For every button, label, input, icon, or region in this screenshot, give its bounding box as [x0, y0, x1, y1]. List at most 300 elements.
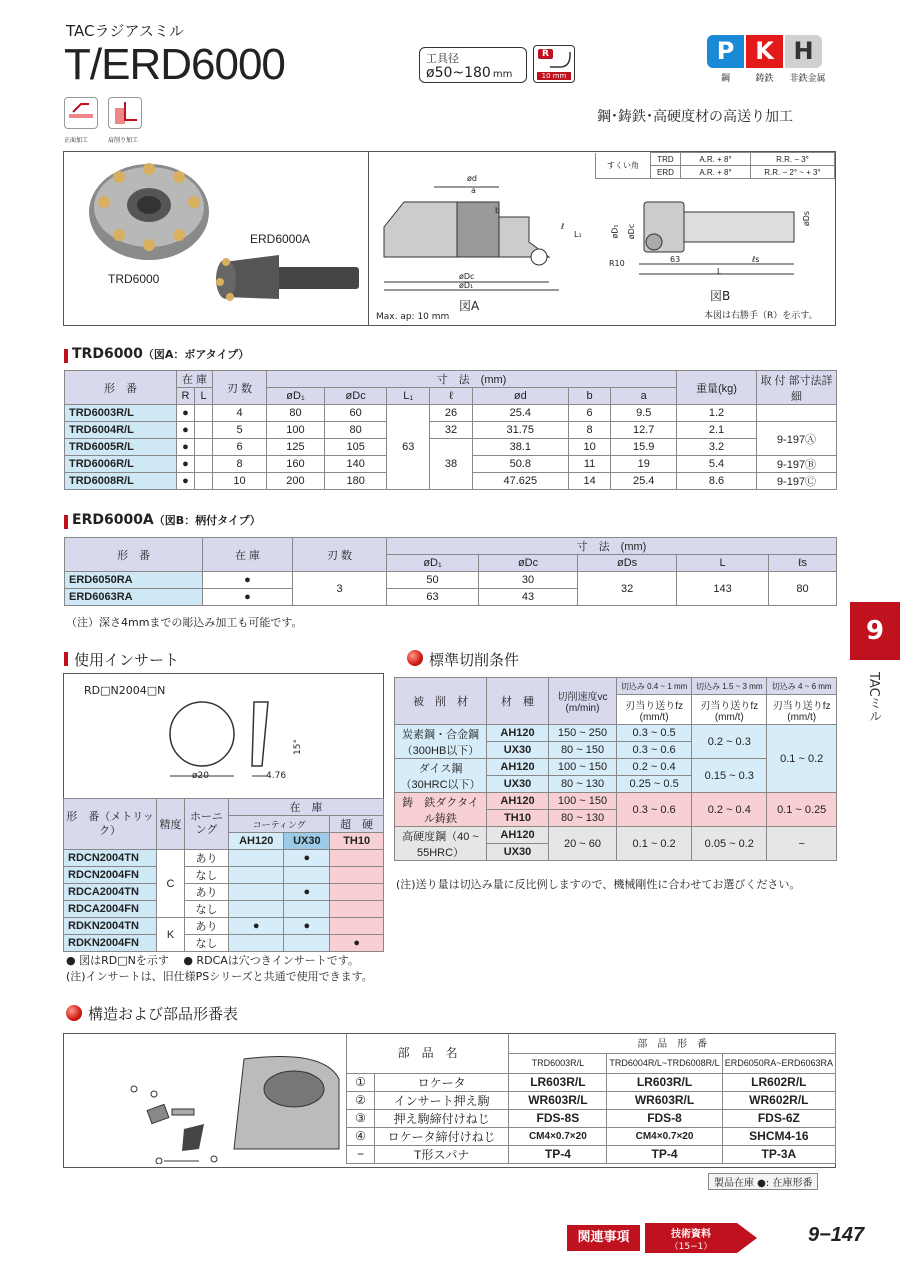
col-depth-3: 切込み 4 ~ 6 mm	[767, 678, 837, 695]
table-cell: −	[767, 827, 837, 861]
face-milling-icon	[64, 97, 98, 129]
table-cell: 25.4	[611, 473, 677, 490]
table-row	[347, 1145, 836, 1163]
material-h-label: 非鉄金属	[789, 74, 826, 84]
col-teeth: 刃 数	[293, 538, 387, 572]
dim-63: 63	[670, 255, 681, 264]
table-cell: AH120	[487, 827, 549, 844]
col-stock: 在 庫	[177, 371, 213, 388]
table-cell: ERD6063RA	[65, 589, 203, 606]
col-od: ød	[472, 388, 568, 405]
table-cell	[229, 867, 284, 884]
dim-b: b	[495, 206, 501, 215]
parts-exploded-drawing	[124, 1039, 344, 1164]
cut-note: (注)送り量は切込み量に反比例しますので、機械剛性に合わせてお選びください。	[396, 878, 801, 891]
table-cell: 9-197Ⓒ	[757, 473, 837, 490]
table-cell: 刃当り送りfz (mm/t)	[767, 695, 837, 725]
tech-data-label: 技術資料	[671, 1229, 711, 1240]
table-cell: TP-3A	[722, 1145, 835, 1163]
table-cell: CM4×0.7×20	[607, 1127, 722, 1145]
table-cell: 0.3 ~ 0.6	[617, 742, 692, 759]
table-cell: ℓs	[769, 555, 837, 572]
table-row	[347, 1109, 836, 1127]
table-cell: 3.2	[677, 439, 757, 456]
dim-l1: L₁	[574, 230, 582, 239]
related-button[interactable]: 関連事項	[567, 1225, 640, 1251]
figure-box	[63, 151, 836, 326]
tech-data-button[interactable]	[645, 1223, 760, 1253]
table-cell: TH10	[487, 810, 549, 827]
table-cell: 80 ~ 130	[549, 810, 617, 827]
trd-section-bar	[64, 349, 68, 363]
table-cell: RDKN2004TN	[64, 918, 157, 935]
table-cell: あり	[185, 918, 229, 935]
cutting-conditions-table	[394, 677, 837, 861]
table-cell	[229, 884, 284, 901]
table-cell	[757, 405, 837, 422]
table-cell	[330, 884, 384, 901]
table-cell: TH10	[330, 833, 384, 850]
table-cell: 8.6	[677, 473, 757, 490]
col-trd6003: TRD6003R/L	[509, 1053, 607, 1073]
max-ap-note: Max. ap: 10 mm	[376, 312, 450, 322]
figure-a-label: 図A	[459, 299, 480, 313]
erd6000a-table	[64, 537, 837, 606]
dim-odc-a: øDc	[459, 272, 475, 281]
table-cell: 8	[213, 456, 267, 473]
shoulder-milling-icon	[108, 97, 142, 129]
col-odc: øDc	[324, 388, 386, 405]
insert-note-1: ● 図はRD□Nを示す ● RDCAは穴つきインサートです。	[66, 954, 359, 967]
tool-diameter-box	[419, 47, 527, 83]
erd6000a-photo	[214, 247, 364, 312]
table-cell: AH120	[487, 759, 549, 776]
table-cell: 50	[387, 572, 479, 589]
table-cell: なし	[185, 867, 229, 884]
dim-od1-b: øD₁	[610, 224, 620, 239]
trd6000-photo	[84, 157, 214, 267]
dim-odc-b: øDc	[627, 223, 637, 240]
col-dims: 寸 法 (mm)	[267, 371, 677, 388]
table-cell: 押え駒締付けねじ	[375, 1109, 509, 1127]
table-cell: 9.5	[611, 405, 677, 422]
insert-figure-box	[63, 673, 384, 799]
table-cell: TP-4	[607, 1145, 722, 1163]
table-row	[64, 867, 384, 884]
material-k-label: 鋳鉄	[755, 74, 774, 84]
col-trd6004: TRD6004R/L~TRD6008R/L	[607, 1053, 722, 1073]
table-cell: ②	[347, 1091, 375, 1109]
col-model: 形 番	[65, 538, 203, 572]
stock-legend: 製品在庫 ●: 在庫形番	[708, 1173, 818, 1190]
table-cell	[195, 473, 213, 490]
erd-note: （注）深さ4mmまでの彫込み加工も可能です。	[66, 616, 303, 629]
table-cell: ●	[177, 422, 195, 439]
table-cell: TRD6004R/L	[65, 422, 177, 439]
table-cell: 9-197Ⓐ	[757, 422, 837, 456]
insert-table	[63, 798, 384, 952]
table-cell: 38	[430, 439, 473, 490]
table-cell: UX30	[487, 742, 549, 759]
table-row	[64, 850, 384, 867]
table-cell: あり	[185, 850, 229, 867]
table-cell: 0.1 ~ 0.2	[617, 827, 692, 861]
dim-L: L	[717, 267, 722, 276]
table-cell: TRD6008R/L	[65, 473, 177, 490]
table-row	[347, 1091, 836, 1109]
table-cell: ERD6050RA	[65, 572, 203, 589]
col-teeth: 刃 数	[213, 371, 267, 405]
table-cell: インサート押え駒	[375, 1091, 509, 1109]
col-od1: øD₁	[267, 388, 325, 405]
parts-section-bullet	[66, 1005, 82, 1021]
table-cell: 0.15 ~ 0.3	[692, 759, 767, 793]
cut-section-title: 標準切削条件	[429, 651, 520, 669]
table-cell: LR603R/L	[509, 1073, 607, 1091]
table-row	[64, 884, 384, 901]
col-b: b	[568, 388, 611, 405]
table-cell: 26	[430, 405, 473, 422]
table-cell: 200	[267, 473, 325, 490]
figure-b-label: 図B	[710, 289, 731, 303]
chapter-tab[interactable]: 9	[850, 602, 900, 660]
table-cell: 32	[430, 422, 473, 439]
table-cell: 63	[387, 589, 479, 606]
table-cell: TRD6005R/L	[65, 439, 177, 456]
table-cell	[284, 935, 330, 952]
table-cell: T形スパナ	[375, 1145, 509, 1163]
col-l: L	[195, 388, 213, 405]
insert-drawing	[164, 696, 314, 786]
face-milling-label: 正面加工	[64, 137, 89, 144]
table-cell: 14	[568, 473, 611, 490]
table-cell: 4	[213, 405, 267, 422]
table-cell: 0.3 ~ 0.6	[617, 793, 692, 827]
table-cell: 80	[324, 422, 386, 439]
table-cell: øDc	[479, 555, 578, 572]
table-cell: ③	[347, 1109, 375, 1127]
table-cell	[229, 901, 284, 918]
col-feed: 刃当り送りfz (mm/t)	[617, 695, 692, 725]
right-hand-note: 本図は右勝手（R）を示す。	[704, 311, 818, 321]
table-row	[65, 422, 837, 439]
table-cell: 0.05 ~ 0.2	[692, 827, 767, 861]
table-cell: 80 ~ 130	[549, 776, 617, 793]
table-cell: UX30	[487, 844, 549, 861]
rake-cell: TRD	[651, 153, 681, 166]
radius-badge	[533, 45, 575, 83]
table-row	[64, 901, 384, 918]
col-model: 形 番	[65, 371, 177, 405]
table-cell	[284, 867, 330, 884]
table-cell: 12.7	[611, 422, 677, 439]
table-cell: 8	[568, 422, 611, 439]
table-cell: UX30	[487, 776, 549, 793]
trd6000-label: TRD6000	[108, 272, 160, 286]
series-subtitle: TACラジアスミル	[66, 22, 184, 40]
table-cell: 180	[324, 473, 386, 490]
trd-section-title	[72, 346, 249, 362]
table-cell: 3	[293, 572, 387, 606]
table-cell: 5.4	[677, 456, 757, 473]
rake-cell: A.R. + 8°	[681, 153, 751, 166]
table-cell: 80 ~ 150	[549, 742, 617, 759]
table-cell	[195, 422, 213, 439]
table-cell	[330, 850, 384, 867]
table-cell: ロケータ	[375, 1073, 509, 1091]
table-cell: 43	[479, 589, 578, 606]
table-cell	[330, 918, 384, 935]
table-cell: 160	[267, 456, 325, 473]
trd-section-name: TRD6000	[72, 346, 143, 362]
table-cell: 140	[324, 456, 386, 473]
rake-label: すくい角	[596, 153, 651, 179]
table-cell: 125	[267, 439, 325, 456]
material-p-label: 鋼	[720, 74, 730, 84]
table-cell: L	[677, 555, 769, 572]
table-cell: TP-4	[509, 1145, 607, 1163]
table-row	[65, 439, 837, 456]
table-cell: AH120	[229, 833, 284, 850]
parts-table	[346, 1033, 836, 1164]
table-cell: ①	[347, 1073, 375, 1091]
table-cell: 刃当り送りfz (mm/t)	[692, 695, 767, 725]
col-erd: ERD6050RA~ERD6063RA	[722, 1053, 835, 1073]
table-row	[64, 918, 384, 935]
page-title: T/ERD6000	[64, 40, 285, 89]
rake-cell: ERD	[651, 166, 681, 179]
col-model: 形 番（メトリック）	[64, 799, 157, 850]
table-cell: LR602R/L	[722, 1073, 835, 1091]
dim-r10: R10	[609, 259, 625, 268]
dim-od1-a: øD₁	[459, 281, 474, 290]
col-grade: 材 種	[487, 678, 549, 725]
table-cell: UX30	[284, 833, 330, 850]
shoulder-milling-label: 肩削り加工	[108, 137, 139, 144]
table-cell: 19	[611, 456, 677, 473]
cut-section-bullet	[407, 650, 423, 666]
table-cell: RDCN2004FN	[64, 867, 157, 884]
table-cell: 15.9	[611, 439, 677, 456]
table-cell: ●	[284, 918, 330, 935]
col-dims: 寸 法 (mm)	[387, 538, 837, 555]
table-cell: 0.1 ~ 0.2	[767, 725, 837, 793]
table-cell: K	[157, 918, 185, 952]
trd6000-table	[64, 370, 837, 490]
table-cell: WR602R/L	[722, 1091, 835, 1109]
table-cell: 2.1	[677, 422, 757, 439]
table-cell: 47.625	[472, 473, 568, 490]
table-cell: ●	[203, 572, 293, 589]
table-cell: 10	[568, 439, 611, 456]
table-cell: LR603R/L	[607, 1073, 722, 1091]
table-cell: FDS-8S	[509, 1109, 607, 1127]
table-cell: −	[347, 1145, 375, 1163]
table-cell: C	[157, 850, 185, 918]
col-stock: 在 庫	[203, 538, 293, 572]
table-cell: ●	[177, 439, 195, 456]
col-material: 被 削 材	[395, 678, 487, 725]
table-cell: ロケータ締付けねじ	[375, 1127, 509, 1145]
insert-dia: ø20	[192, 771, 209, 781]
table-cell: 1.2	[677, 405, 757, 422]
table-cell: TRD6006R/L	[65, 456, 177, 473]
col-class: 精度	[157, 799, 185, 850]
table-cell: 5	[213, 422, 267, 439]
col-carbide: 超 硬	[330, 816, 384, 833]
table-cell: 6	[213, 439, 267, 456]
table-cell: FDS-8	[607, 1109, 722, 1127]
table-cell: ●	[284, 884, 330, 901]
table-cell: øDs	[578, 555, 677, 572]
table-cell: 31.75	[472, 422, 568, 439]
rake-cell: R.R. − 3°	[751, 153, 835, 166]
col-weight: 重量(kg)	[677, 371, 757, 405]
table-cell: 0.3 ~ 0.5	[617, 725, 692, 742]
table-cell: ④	[347, 1127, 375, 1145]
table-cell: 20 ~ 60	[549, 827, 617, 861]
table-cell	[195, 405, 213, 422]
insert-code: RD□N2004□N	[84, 684, 166, 697]
col-part-name: 部 品 名	[347, 1033, 509, 1073]
tagline: 鋼･鋳鉄･高硬度材の高送り加工	[597, 109, 793, 125]
radius-value: 10 mm	[537, 72, 571, 80]
table-cell: なし	[185, 935, 229, 952]
dim-a: a	[471, 186, 476, 195]
table-cell: 80	[267, 405, 325, 422]
insert-thickness: 4.76	[266, 771, 287, 781]
table-cell: あり	[185, 884, 229, 901]
col-coat: コーティング	[229, 816, 330, 833]
table-cell: 150 ~ 250	[549, 725, 617, 742]
dim-ods: øDs	[802, 210, 812, 227]
insert-section-title: 使用インサート	[74, 651, 180, 669]
table-cell: 25.4	[472, 405, 568, 422]
table-cell: RDCA2004FN	[64, 901, 157, 918]
insert-note-2: (注)インサートは、旧仕様PSシリーズと共通で使用できます。	[66, 970, 373, 983]
table-cell: 32	[578, 572, 677, 606]
table-cell: 80	[769, 572, 837, 606]
erd-section-title	[72, 512, 261, 528]
table-cell: 11	[568, 456, 611, 473]
table-cell: 60	[324, 405, 386, 422]
table-cell: AH120	[487, 725, 549, 742]
trd-section-sub: （図A：ボアタイプ）	[142, 348, 250, 361]
table-cell	[195, 439, 213, 456]
col-honing: ホーニング	[185, 799, 229, 850]
col-r: R	[177, 388, 195, 405]
table-cell: TRD6003R/L	[65, 405, 177, 422]
col-part-code: 部 品 形 番	[509, 1033, 836, 1053]
table-cell: 63	[387, 405, 430, 490]
chapter-tab-text: TACミル	[866, 672, 881, 723]
dim-od-a: ød	[467, 174, 477, 183]
table-cell: CM4×0.7×20	[509, 1127, 607, 1145]
table-cell: 0.2 ~ 0.4	[692, 793, 767, 827]
material-k-icon: K	[746, 35, 783, 68]
table-cell: SHCM4-16	[722, 1127, 835, 1145]
page-number: 9−147	[808, 1224, 865, 1246]
table-cell: RDCN2004TN	[64, 850, 157, 867]
rake-cell: A.R. + 8°	[681, 166, 751, 179]
erd-section-name: ERD6000A	[72, 512, 154, 528]
tool-diameter-unit: mm	[492, 69, 513, 80]
material-h-icon: H	[785, 35, 822, 68]
table-cell: RDCA2004TN	[64, 884, 157, 901]
table-row	[347, 1127, 836, 1145]
table-cell: 100 ~ 150	[549, 759, 617, 776]
rake-angle-table	[595, 152, 835, 179]
col-l1: L₁	[387, 388, 430, 405]
table-cell	[330, 867, 384, 884]
table-cell: 100	[267, 422, 325, 439]
table-cell: ●	[177, 473, 195, 490]
table-cell: ●	[177, 456, 195, 473]
col-speed: 切削速度vc (m/min)	[549, 678, 617, 725]
table-row	[65, 572, 837, 589]
tech-data-ref: （15−1）	[669, 1242, 713, 1252]
col-depth-1: 切込み 0.4 ~ 1 mm	[617, 678, 692, 695]
rake-cell: R.R. − 2° ~ + 3°	[751, 166, 835, 179]
table-cell: FDS-6Z	[722, 1109, 835, 1127]
table-cell: 6	[568, 405, 611, 422]
table-cell: 0.2 ~ 0.3	[692, 725, 767, 759]
parts-section-title: 構造および部品形番表	[88, 1005, 239, 1023]
table-cell: AH120	[487, 793, 549, 810]
table-cell: 炭素鋼・合金鋼（300HB以下）	[395, 725, 487, 759]
col-a: a	[611, 388, 677, 405]
tool-diameter-range: ø50~180	[426, 65, 491, 81]
insert-section-bar	[64, 652, 68, 666]
table-cell: 38.1	[472, 439, 568, 456]
col-ell: ℓ	[430, 388, 473, 405]
table-row	[64, 935, 384, 952]
table-cell: 100 ~ 150	[549, 793, 617, 810]
table-cell	[330, 901, 384, 918]
dim-ls: ℓs	[752, 255, 760, 264]
table-cell: 0.25 ~ 0.5	[617, 776, 692, 793]
table-row	[347, 1073, 836, 1091]
dim-l: ℓ	[561, 222, 565, 231]
table-cell: 鋳 鉄ダクタイル鋳鉄	[395, 793, 487, 827]
table-cell	[229, 850, 284, 867]
table-cell: WR603R/L	[509, 1091, 607, 1109]
table-cell: 30	[479, 572, 578, 589]
col-depth-2: 切込み 1.5 ~ 3 mm	[692, 678, 767, 695]
col-mount: 取 付 部寸法詳細	[757, 371, 837, 405]
table-cell: 0.1 ~ 0.25	[767, 793, 837, 827]
table-cell: なし	[185, 901, 229, 918]
table-cell	[195, 456, 213, 473]
erd-section-bar	[64, 515, 68, 529]
table-cell: ●	[284, 850, 330, 867]
erd6000a-label: ERD6000A	[250, 232, 311, 246]
material-p-icon: P	[707, 35, 744, 68]
table-cell: 50.8	[472, 456, 568, 473]
table-cell: 高硬度鋼（40 ~ 55HRC）	[395, 827, 487, 861]
col-stock: 在 庫	[229, 799, 384, 816]
table-cell: ●	[203, 589, 293, 606]
table-cell: 9-197Ⓑ	[757, 456, 837, 473]
radius-icon: R	[538, 49, 553, 59]
table-cell: ダイス鋼（30HRC以下）	[395, 759, 487, 793]
table-cell: 143	[677, 572, 769, 606]
erd-section-sub: （図B：柄付タイプ）	[153, 514, 261, 527]
table-cell	[229, 935, 284, 952]
table-cell: ●	[229, 918, 284, 935]
tool-diameter-label: 工具径	[426, 52, 459, 65]
table-cell: 105	[324, 439, 386, 456]
